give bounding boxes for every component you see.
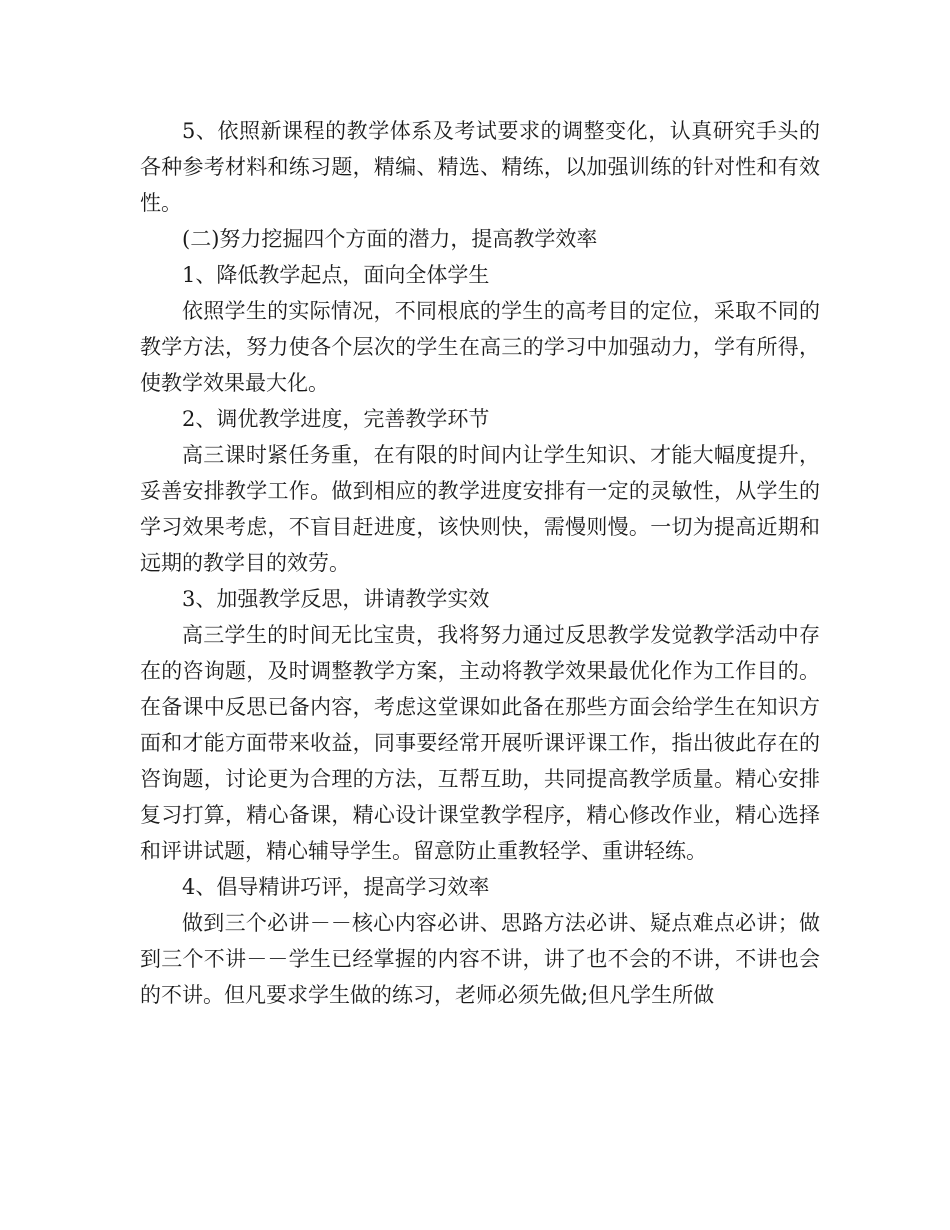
- paragraph-body-1: 依照学生的实际情况，不同根底的学生的高考目的定位，采取不同的教学方法，努力使各个层次的学生在高三的学习中加强动力，学有所得，使教学效果最大化。: [140, 299, 820, 395]
- section-heading-2: (二)努力挖掘四个方面的潜力，提高教学效率: [182, 227, 598, 251]
- subheading-2: 2、调优教学进度，完善教学环节: [182, 407, 490, 431]
- subheading-4: 4、倡导精讲巧评，提高学习效率: [182, 875, 490, 899]
- paragraph-body-3: 高三学生的时间无比宝贵，我将努力通过反思教学发觉教学活动中存在的咨询题，及时调整教学方案，主动将教学效果最优化作为工作目的。在备课中反思已备内容，考虑这堂课如此备在那些方面会给学生在知识方面和才能方面带来收益，同事要经常开展听课评课工作，指出彼此存在的咨询题，讨论更为合理的方法，互帮互助，共同提高教学质量。精心安排复习打算，精心备课，精心设计课堂教学程序，精心修改作业，精心选择和评讲试题，精心辅导学生。留意防止重教轻学、重讲轻练。: [140, 623, 820, 863]
- paragraph-body-2: 高三课时紧任务重，在有限的时间内让学生知识、才能大幅度提升，妥善安排教学工作。做到相应的教学进度安排有一定的灵敏性，从学生的学习效果考虑，不盲目赶进度，该快则快，需慢则慢。一切为提高近期和远期的教学目的效劳。: [140, 443, 820, 575]
- document-body: [140, 113, 820, 1013]
- paragraph-item-5: 5、依照新课程的教学体系及考试要求的调整变化，认真研究手头的各种参考材料和练习题，精编、精选、精练，以加强训练的针对性和有效性。: [140, 119, 820, 215]
- subheading-3: 3、加强教学反思，讲请教学实效: [182, 587, 490, 611]
- subheading-1: 1、降低教学起点，面向全体学生: [182, 263, 490, 287]
- paragraph-body-4: 做到三个必讲－－核心内容必讲、思路方法必讲、疑点难点必讲；做到三个不讲－－学生已经掌握的内容不讲，讲了也不会的不讲，不讲也会的不讲。但凡要求学生做的练习，老师必须先做;但凡学生所做: [140, 911, 820, 1007]
